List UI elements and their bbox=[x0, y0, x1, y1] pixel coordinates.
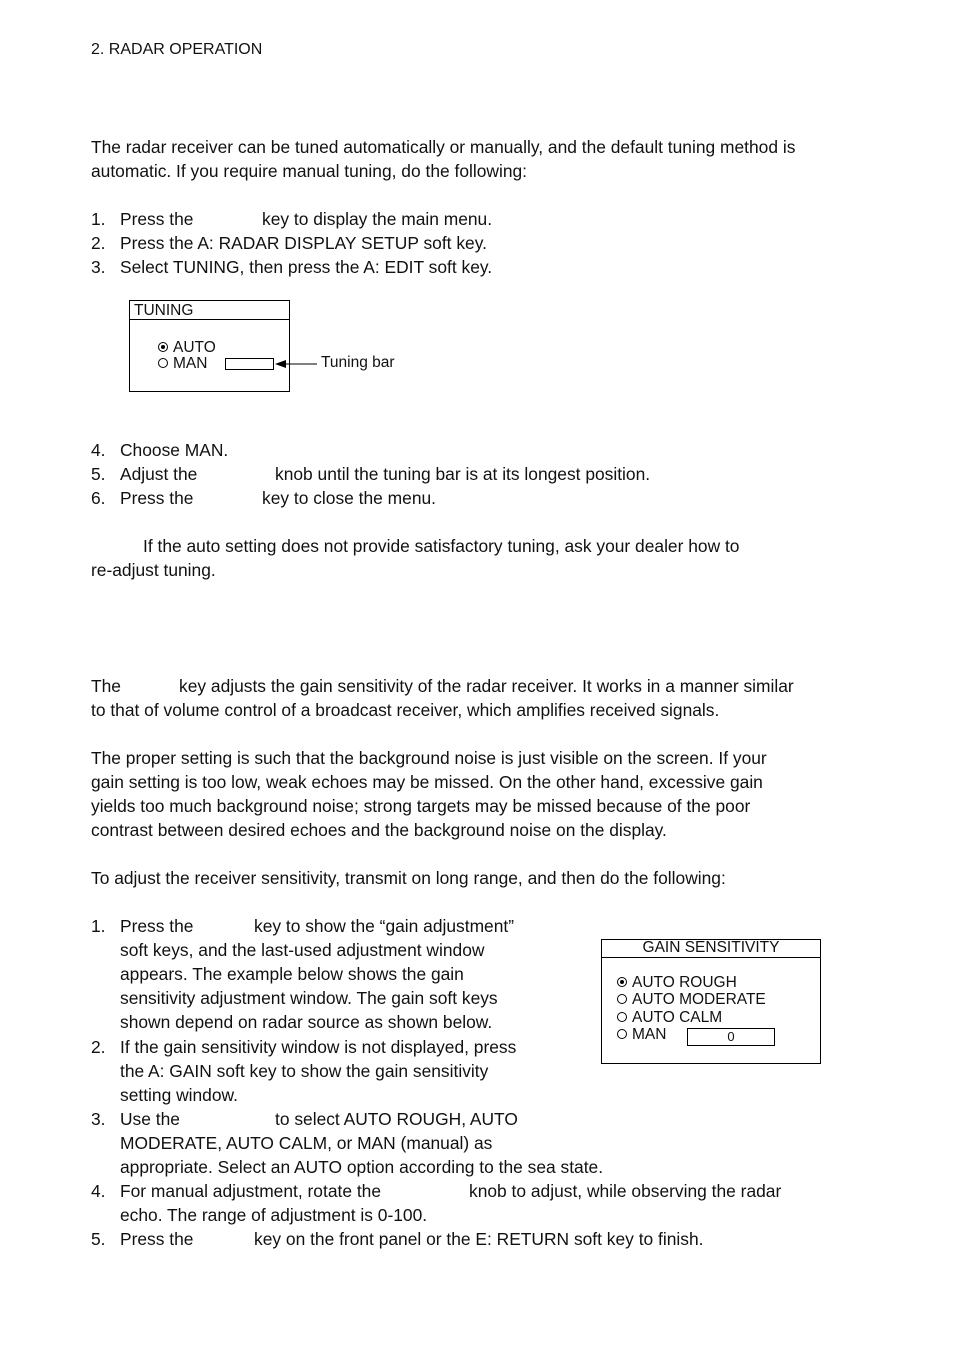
step-text-pre: Use the bbox=[120, 1109, 180, 1129]
step-text-pre: Adjust the bbox=[120, 464, 198, 484]
gain-p2-line: yields too much background noise; strong targets may be missed because of the poor bbox=[91, 796, 751, 816]
step-number: 2. bbox=[91, 233, 106, 253]
gain-option-auto-moderate[interactable] bbox=[617, 991, 766, 1008]
gain-p1-line-2: to that of volume control of a broadcast receiver, which amplifies received signals. bbox=[91, 700, 720, 720]
tuning-note-line-1: If the auto setting does not provide satisfactory tuning, ask your dealer how to bbox=[143, 536, 740, 556]
gain-option-label: AUTO ROUGH bbox=[632, 974, 737, 991]
step-text-post: knob to adjust, while observing the radar bbox=[469, 1181, 782, 1201]
radio-unselected-icon bbox=[617, 1012, 627, 1022]
gain-window-divider bbox=[601, 957, 821, 958]
step-text-post: to select AUTO ROUGH, AUTO bbox=[275, 1109, 518, 1129]
tuning-option-label: MAN bbox=[173, 355, 208, 372]
step-text: Choose MAN. bbox=[120, 440, 229, 460]
step-text-pre: Press the bbox=[120, 916, 194, 936]
radio-selected-icon bbox=[617, 977, 627, 987]
step-text-pre: For manual adjustment, rotate the bbox=[120, 1181, 381, 1201]
step-text: Press the A: RADAR DISPLAY SETUP soft key. bbox=[120, 233, 487, 253]
callout-arrow-icon bbox=[274, 356, 318, 372]
gain-option-label: AUTO MODERATE bbox=[632, 991, 766, 1008]
step-text: MODERATE, AUTO CALM, or MAN (manual) as bbox=[120, 1133, 493, 1153]
gain-p3: To adjust the receiver sensitivity, transmit on long range, and then do the following: bbox=[91, 868, 726, 888]
step-text-post: key to display the main menu. bbox=[262, 209, 493, 229]
step-text-post: key to show the “gain adjustment” bbox=[254, 916, 515, 936]
step-text-post: key to close the menu. bbox=[262, 488, 436, 508]
tuning-intro-line-1: The radar receiver can be tuned automatically or manually, and the default tuning method is bbox=[91, 137, 796, 157]
gain-p1-pre: The bbox=[91, 676, 121, 696]
radio-unselected-icon bbox=[617, 994, 627, 1004]
tuning-option-label: AUTO bbox=[173, 339, 216, 356]
radio-selected-icon bbox=[158, 342, 168, 352]
step-number: 4. bbox=[91, 440, 106, 460]
step-text-post: key on the front panel or the E: RETURN soft key to finish. bbox=[254, 1229, 704, 1249]
gain-p2-line: gain setting is too low, weak echoes may be missed. On the other hand, excessive gain bbox=[91, 772, 763, 792]
gain-option-label: AUTO CALM bbox=[632, 1009, 723, 1026]
gain-option-man[interactable] bbox=[617, 1026, 666, 1043]
gain-p1-post: key adjusts the gain sensitivity of the radar receiver. It works in a manner similar bbox=[179, 676, 794, 696]
step-number: 1. bbox=[91, 209, 106, 229]
tuning-option-auto[interactable] bbox=[158, 339, 216, 356]
tuning-option-man[interactable] bbox=[158, 355, 207, 372]
gain-p2-line: The proper setting is such that the background noise is just visible on the screen. If your bbox=[91, 748, 767, 768]
step-number: 5. bbox=[91, 464, 106, 484]
radio-unselected-icon bbox=[158, 358, 168, 368]
step-number: 3. bbox=[91, 257, 106, 277]
step-text: echo. The range of adjustment is 0-100. bbox=[120, 1205, 428, 1225]
step-text: Select TUNING, then press the A: EDIT soft key. bbox=[120, 257, 493, 277]
gain-window-title: GAIN SENSITIVITY bbox=[642, 939, 780, 956]
step-number: 4. bbox=[91, 1181, 106, 1201]
step-text: setting window. bbox=[120, 1085, 238, 1105]
tuning-window-title: TUNING bbox=[134, 302, 194, 319]
gain-option-auto-calm[interactable] bbox=[617, 1009, 722, 1026]
step-text-pre: Press the bbox=[120, 1229, 194, 1249]
step-text: the A: GAIN soft key to show the gain sensitivity bbox=[120, 1061, 489, 1081]
step-number: 2. bbox=[91, 1037, 106, 1057]
tuning-bar-callout-label: Tuning bar bbox=[321, 354, 395, 371]
gain-option-label: MAN bbox=[632, 1026, 667, 1043]
step-text-post: knob until the tuning bar is at its longest position. bbox=[275, 464, 651, 484]
step-text: appears. The example below shows the gain bbox=[120, 964, 464, 984]
gain-man-value-field[interactable]: 0 bbox=[687, 1028, 775, 1046]
step-number: 3. bbox=[91, 1109, 106, 1129]
step-number: 6. bbox=[91, 488, 106, 508]
step-number: 1. bbox=[91, 916, 106, 936]
page-header: 2. RADAR OPERATION bbox=[91, 41, 263, 58]
tuning-intro-line-2: automatic. If you require manual tuning, do the following: bbox=[91, 161, 527, 181]
tuning-note-line-2: re-adjust tuning. bbox=[91, 560, 216, 580]
step-text: shown depend on radar source as shown below. bbox=[120, 1012, 493, 1032]
radio-unselected-icon bbox=[617, 1029, 627, 1039]
step-text-pre: Press the bbox=[120, 488, 194, 508]
gain-option-auto-rough[interactable] bbox=[617, 974, 737, 991]
gain-p2-line: contrast between desired echoes and the background noise on the display. bbox=[91, 820, 667, 840]
step-text-pre: Press the bbox=[120, 209, 194, 229]
step-text: If the gain sensitivity window is not displayed, press bbox=[120, 1037, 517, 1057]
tuning-bar bbox=[225, 358, 274, 370]
step-text: appropriate. Select an AUTO option according to the sea state. bbox=[120, 1157, 604, 1177]
tuning-window-divider bbox=[129, 319, 290, 320]
step-number: 5. bbox=[91, 1229, 106, 1249]
step-text: sensitivity adjustment window. The gain soft keys bbox=[120, 988, 498, 1008]
step-text: soft keys, and the last-used adjustment window bbox=[120, 940, 485, 960]
